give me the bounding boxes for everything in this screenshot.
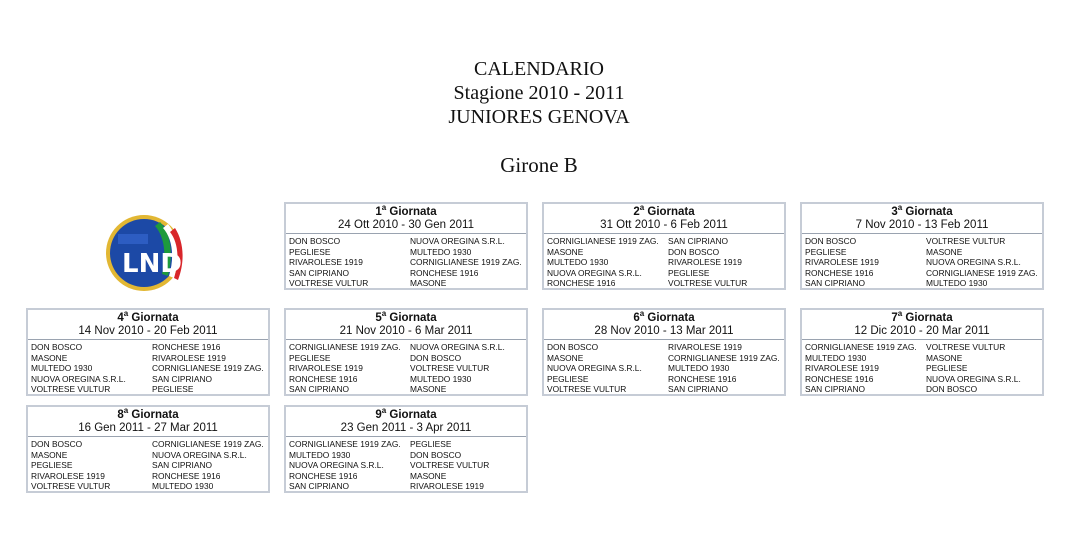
match-list (805, 342, 1042, 395)
round-number-suffix: a (639, 203, 645, 213)
away-team: DON BOSCO (410, 449, 462, 460)
match-row (289, 247, 526, 258)
match-row (289, 450, 526, 461)
away-team: MULTEDO 1930 (410, 373, 472, 384)
round-box-7 (800, 308, 1044, 396)
round-number-suffix: a (381, 309, 387, 319)
home-team: MULTEDO 1930 (31, 363, 93, 374)
away-team: MULTEDO 1930 (926, 278, 988, 289)
match-row (31, 471, 268, 482)
home-team: SAN CIPRIANO (805, 278, 866, 289)
match-list (31, 342, 268, 395)
match-row (547, 278, 784, 289)
away-team: VOLTRESE VULTUR (926, 342, 1006, 352)
away-team: DON BOSCO (926, 384, 978, 395)
round-number: 5 (375, 312, 382, 324)
home-team: VOLTRESE VULTUR (289, 278, 369, 289)
round-title (28, 309, 268, 325)
match-list (289, 236, 526, 289)
away-team: NUOVA OREGINA S.R.L. (152, 449, 247, 460)
round-dates: 16 Gen 2011 - 27 Mar 2011 (28, 422, 268, 437)
round-number-suffix: a (897, 309, 903, 319)
match-row (289, 439, 526, 450)
match-row (805, 247, 1042, 258)
match-row (547, 363, 784, 374)
home-team: RONCHESE 1916 (289, 373, 358, 384)
away-team: MASONE (410, 384, 447, 395)
away-team: SAN CIPRIANO (668, 384, 729, 395)
round-number: 1 (375, 206, 382, 218)
away-team: MULTEDO 1930 (410, 246, 472, 257)
home-team: RIVAROLESE 1919 (31, 470, 105, 481)
home-team: MULTEDO 1930 (805, 352, 867, 363)
round-label: Giornata (905, 312, 953, 324)
away-team: RIVAROLESE 1919 (410, 481, 484, 492)
match-row (547, 353, 784, 364)
match-row (547, 247, 784, 258)
round-number: 4 (117, 312, 124, 324)
match-row (31, 342, 268, 353)
round-number-suffix: a (897, 203, 903, 213)
match-row (289, 342, 526, 353)
home-team: NUOVA OREGINA S.R.L. (547, 363, 642, 374)
page-title: CALENDARIO (474, 58, 604, 80)
home-team: NUOVA OREGINA S.R.L. (289, 460, 384, 471)
round-box-9 (284, 405, 528, 493)
match-row (31, 363, 268, 374)
match-row (547, 268, 784, 279)
home-team: PEGLIESE (289, 352, 331, 363)
round-box-8 (26, 405, 270, 493)
home-team: CORNIGLIANESE 1919 ZAG. (289, 439, 401, 449)
round-number-suffix: a (381, 203, 387, 213)
round-number: 3 (891, 206, 898, 218)
home-team: DON BOSCO (289, 236, 341, 246)
match-row (31, 374, 268, 385)
match-row (289, 374, 526, 385)
match-row (289, 460, 526, 471)
match-row (805, 236, 1042, 247)
round-label: Giornata (131, 312, 179, 324)
home-team: CORNIGLIANESE 1919 ZAG. (289, 342, 401, 352)
match-row (289, 236, 526, 247)
away-team: RONCHESE 1916 (410, 267, 479, 278)
away-team: CORNIGLIANESE 1919 ZAG. (926, 267, 1038, 278)
match-row (805, 363, 1042, 374)
round-title (286, 406, 526, 422)
home-team: MASONE (31, 449, 68, 460)
match-row (547, 384, 784, 395)
match-row (805, 384, 1042, 395)
away-team: SAN CIPRIANO (668, 236, 729, 246)
away-team: PEGLIESE (926, 363, 968, 374)
away-team: DON BOSCO (410, 352, 462, 363)
match-row (805, 374, 1042, 385)
round-title (286, 309, 526, 325)
round-number: 7 (891, 312, 898, 324)
match-list (547, 236, 784, 289)
away-team: DON BOSCO (668, 246, 720, 257)
round-label: Giornata (389, 409, 437, 421)
away-team: RONCHESE 1916 (152, 342, 221, 352)
home-team: SAN CIPRIANO (289, 481, 350, 492)
round-dates: 28 Nov 2010 - 13 Mar 2011 (544, 325, 784, 340)
round-title (544, 309, 784, 325)
home-team: RIVAROLESE 1919 (289, 363, 363, 374)
away-team: SAN CIPRIANO (152, 460, 213, 471)
round-dates: 24 Ott 2010 - 30 Gen 2011 (286, 219, 526, 234)
away-team: CORNIGLIANESE 1919 ZAG. (152, 363, 264, 374)
away-team: RONCHESE 1916 (152, 470, 221, 481)
home-team: PEGLIESE (547, 373, 589, 384)
round-label: Giornata (389, 312, 437, 324)
away-team: NUOVA OREGINA S.R.L. (926, 257, 1021, 268)
match-row (289, 257, 526, 268)
away-team: CORNIGLIANESE 1919 ZAG. (668, 352, 780, 363)
round-number-suffix: a (381, 406, 387, 416)
home-team: SAN CIPRIANO (289, 267, 350, 278)
home-team: VOLTRESE VULTUR (31, 384, 111, 395)
home-team: NUOVA OREGINA S.R.L. (547, 267, 642, 278)
round-label: Giornata (647, 312, 695, 324)
home-team: VOLTRESE VULTUR (31, 481, 111, 492)
round-number: 2 (633, 206, 640, 218)
away-team: MASONE (410, 278, 447, 289)
lnd-logo-icon (104, 212, 186, 294)
home-team: RIVAROLESE 1919 (805, 257, 879, 268)
away-team: MASONE (926, 352, 963, 363)
home-team: PEGLIESE (31, 460, 73, 471)
match-row (547, 342, 784, 353)
away-team: MULTEDO 1930 (668, 363, 730, 374)
match-row (289, 268, 526, 279)
round-box-1 (284, 202, 528, 290)
match-row (289, 384, 526, 395)
match-row (31, 353, 268, 364)
home-team: RONCHESE 1916 (547, 278, 616, 289)
home-team: PEGLIESE (805, 246, 847, 257)
home-team: MULTEDO 1930 (289, 449, 351, 460)
away-team: SAN CIPRIANO (152, 373, 213, 384)
home-team: DON BOSCO (31, 342, 83, 352)
match-row (31, 439, 268, 450)
home-team: MULTEDO 1930 (547, 257, 609, 268)
round-label: Giornata (905, 206, 953, 218)
away-team: MASONE (410, 470, 447, 481)
round-box-5 (284, 308, 528, 396)
home-team: DON BOSCO (805, 236, 857, 246)
round-number-suffix: a (123, 309, 129, 319)
round-box-2 (542, 202, 786, 290)
away-team: VOLTRESE VULTUR (926, 236, 1006, 246)
round-dates: 7 Nov 2010 - 13 Feb 2011 (802, 219, 1042, 234)
away-team: NUOVA OREGINA S.R.L. (926, 373, 1021, 384)
round-title (286, 203, 526, 219)
match-list (547, 342, 784, 395)
away-team: CORNIGLIANESE 1919 ZAG. (410, 257, 522, 268)
match-row (289, 353, 526, 364)
home-team: RIVAROLESE 1919 (805, 363, 879, 374)
round-box-4 (26, 308, 270, 396)
season-label: Stagione 2010 - 2011 (453, 82, 625, 104)
home-team: MASONE (547, 352, 584, 363)
away-team: RONCHESE 1916 (668, 373, 737, 384)
away-team: VOLTRESE VULTUR (668, 278, 748, 289)
match-row (805, 278, 1042, 289)
match-row (289, 471, 526, 482)
match-row (547, 236, 784, 247)
svg-text:LND: LND (122, 249, 182, 279)
home-team: MASONE (547, 246, 584, 257)
away-team: RIVAROLESE 1919 (668, 342, 742, 352)
round-title (802, 309, 1042, 325)
match-row (805, 353, 1042, 364)
home-team: PEGLIESE (289, 246, 331, 257)
round-number-suffix: a (123, 406, 129, 416)
league-label: JUNIORES GENOVA (448, 106, 630, 128)
round-number: 9 (375, 409, 382, 421)
round-title (28, 406, 268, 422)
match-list (805, 236, 1042, 289)
home-team: RONCHESE 1916 (289, 470, 358, 481)
home-team: CORNIGLIANESE 1919 ZAG. (805, 342, 917, 352)
round-number: 8 (117, 409, 124, 421)
match-row (31, 450, 268, 461)
home-team: SAN CIPRIANO (289, 384, 350, 395)
home-team: RIVAROLESE 1919 (289, 257, 363, 268)
home-team: MASONE (31, 352, 68, 363)
round-label: Giornata (131, 409, 179, 421)
away-team: MASONE (926, 246, 963, 257)
home-team: DON BOSCO (547, 342, 599, 352)
round-title (802, 203, 1042, 219)
match-row (289, 481, 526, 492)
round-label: Giornata (647, 206, 695, 218)
round-dates: 14 Nov 2010 - 20 Feb 2011 (28, 325, 268, 340)
group-label: Girone B (500, 153, 578, 177)
match-row (805, 268, 1042, 279)
round-box-3 (800, 202, 1044, 290)
match-row (31, 481, 268, 492)
round-dates: 12 Dic 2010 - 20 Mar 2011 (802, 325, 1042, 340)
match-row (547, 374, 784, 385)
round-number: 6 (633, 312, 640, 324)
home-team: CORNIGLIANESE 1919 ZAG. (547, 236, 659, 246)
home-team: RONCHESE 1916 (805, 373, 874, 384)
away-team: RIVAROLESE 1919 (668, 257, 742, 268)
away-team: VOLTRESE VULTUR (410, 460, 490, 471)
away-team: MULTEDO 1930 (152, 481, 214, 492)
match-row (805, 257, 1042, 268)
home-team: NUOVA OREGINA S.R.L. (31, 373, 126, 384)
away-team: RIVAROLESE 1919 (152, 352, 226, 363)
round-title (544, 203, 784, 219)
away-team: NUOVA OREGINA S.R.L. (410, 342, 505, 352)
away-team: PEGLIESE (668, 267, 710, 278)
home-team: DON BOSCO (31, 439, 83, 449)
round-dates: 23 Gen 2011 - 3 Apr 2011 (286, 422, 526, 437)
away-team: PEGLIESE (152, 384, 194, 395)
match-list (289, 439, 526, 492)
match-row (289, 363, 526, 374)
round-label: Giornata (389, 206, 437, 218)
home-team: VOLTRESE VULTUR (547, 384, 627, 395)
match-row (31, 384, 268, 395)
home-team: RONCHESE 1916 (805, 267, 874, 278)
round-box-6 (542, 308, 786, 396)
round-dates: 31 Ott 2010 - 6 Feb 2011 (544, 219, 784, 234)
away-team: CORNIGLIANESE 1919 ZAG. (152, 439, 264, 449)
round-dates: 21 Nov 2010 - 6 Mar 2011 (286, 325, 526, 340)
match-row (805, 342, 1042, 353)
round-number-suffix: a (639, 309, 645, 319)
away-team: VOLTRESE VULTUR (410, 363, 490, 374)
match-list (289, 342, 526, 395)
home-team: SAN CIPRIANO (805, 384, 866, 395)
match-list (31, 439, 268, 492)
match-row (547, 257, 784, 268)
match-row (31, 460, 268, 471)
away-team: PEGLIESE (410, 439, 452, 449)
match-row (289, 278, 526, 289)
away-team: NUOVA OREGINA S.R.L. (410, 236, 505, 246)
